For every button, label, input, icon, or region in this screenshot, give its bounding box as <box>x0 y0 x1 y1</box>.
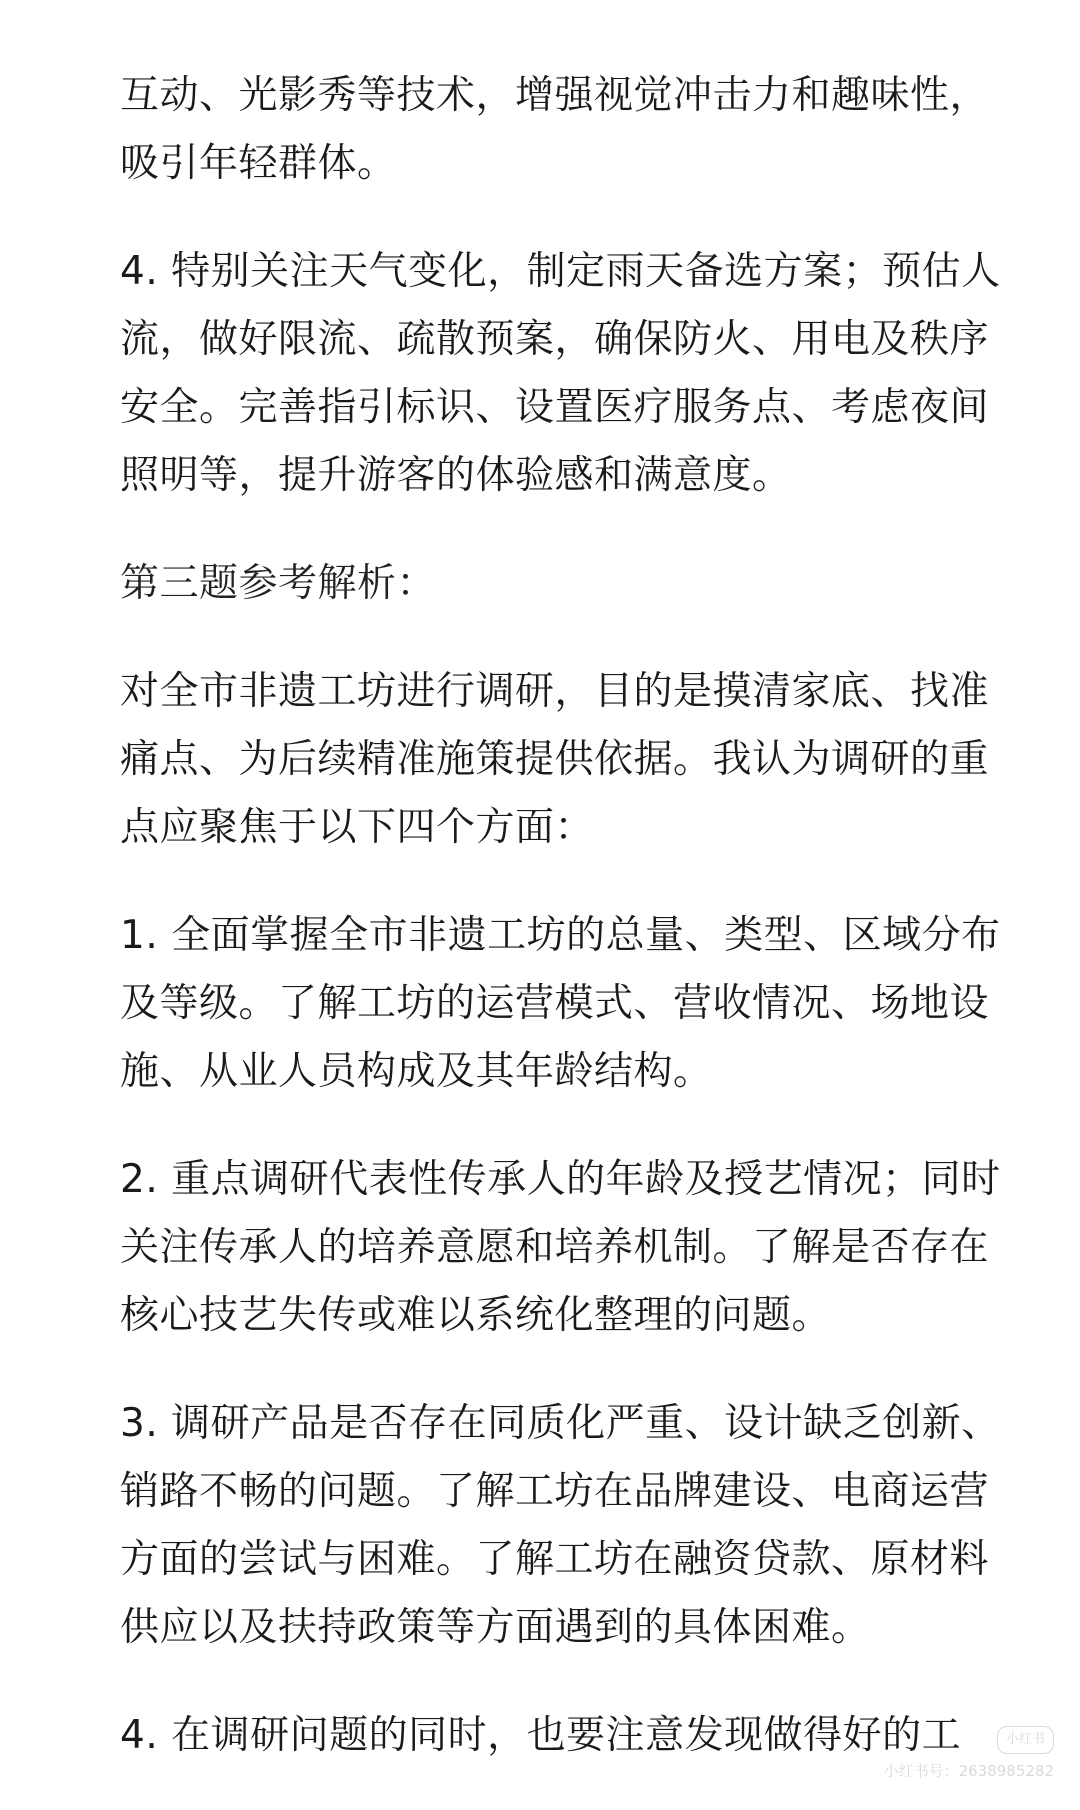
paragraph-point-2 <box>120 1146 1020 1350</box>
paragraph-research-intro <box>120 658 1020 862</box>
text-line: 痛点、为后续精准施策提供依据。我认为调研的重 <box>120 737 990 782</box>
text-line: 及等级。了解工坊的运营模式、营收情况、场地设 <box>120 981 990 1026</box>
text-line: 关注传承人的培养意愿和培养机制。了解是否存在 <box>120 1225 990 1270</box>
paragraph-point-1 <box>120 902 1020 1106</box>
watermark <box>884 1726 1054 1782</box>
section-heading <box>120 550 1020 618</box>
text-line: 吸引年轻群体。 <box>120 141 397 186</box>
text-line: 销路不畅的问题。了解工坊在品牌建设、电商运营 <box>120 1469 990 1514</box>
text-line: 照明等，提升游客的体验感和满意度。 <box>120 453 792 498</box>
text-line: 4. 在调研问题的同时，也要注意发现做得好的工 <box>120 1713 962 1758</box>
text-line: 4. 特别关注天气变化，制定雨天备选方案；预估人 <box>120 249 1001 294</box>
text-line: 核心技艺失传或难以系统化整理的问题。 <box>120 1293 832 1338</box>
text-line: 互动、光影秀等技术，增强视觉冲击力和趣味性， <box>120 73 990 118</box>
watermark-logo: 小红书 <box>997 1726 1054 1754</box>
paragraph-point-4-weather <box>120 238 1020 510</box>
text-line: 方面的尝试与困难。了解工坊在融资贷款、原材料 <box>120 1537 990 1582</box>
heading-text: 第三题参考解析： <box>120 561 437 606</box>
text-line: 对全市非遗工坊进行调研，目的是摸清家底、找准 <box>120 669 990 714</box>
watermark-id: 小红书号：2638985282 <box>883 1762 1054 1780</box>
text-line: 2. 重点调研代表性传承人的年龄及授艺情况；同时 <box>120 1157 1001 1202</box>
text-line: 流，做好限流、疏散预案，确保防火、用电及秩序 <box>120 317 990 362</box>
document-body <box>120 62 1020 1810</box>
text-line: 供应以及扶持政策等方面遇到的具体困难。 <box>120 1605 871 1650</box>
paragraph-point-3 <box>120 1390 1020 1662</box>
paragraph-intro-continuation <box>120 62 1020 198</box>
text-line: 安全。完善指引标识、设置医疗服务点、考虑夜间 <box>120 385 990 430</box>
text-line: 3. 调研产品是否存在同质化严重、设计缺乏创新、 <box>120 1401 1001 1446</box>
text-line: 施、从业人员构成及其年龄结构。 <box>120 1049 713 1094</box>
text-line: 点应聚焦于以下四个方面： <box>120 805 595 850</box>
text-line: 1. 全面掌握全市非遗工坊的总量、类型、区域分布 <box>120 913 1001 958</box>
